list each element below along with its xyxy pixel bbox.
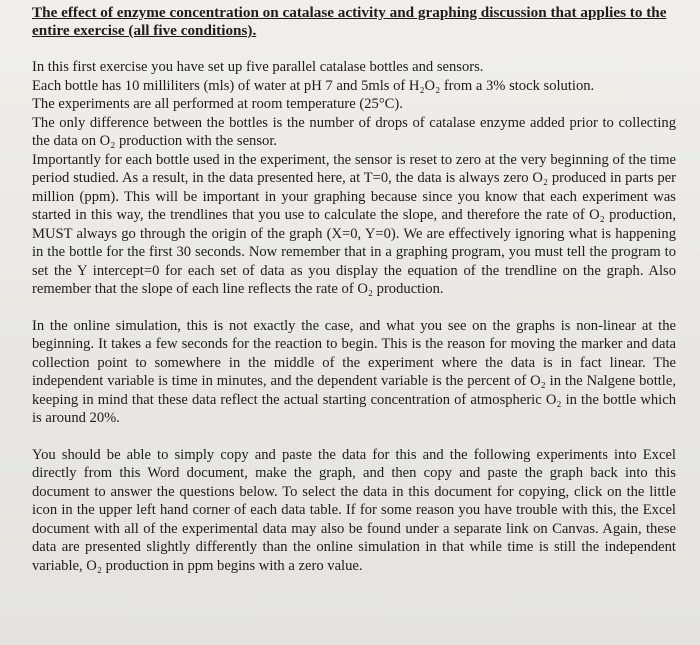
simulation-text: In the online simulation, this is not exactly the case, and what you see on the graphs is non-linear at the beginning. It takes a few seconds for the reaction to begin. This is the reason for moving the marker and data collection point to somewhere in the middle of the experiment where the data is in fact linear. The independent variable is time in minutes, and the dependent variable is the percent of O₂ in the Nalgene bottle, keeping in mind that these data reflect the actual starting concentration of atmospheric O₂ in the bottle which is around 20%. <box>32 317 676 426</box>
paragraph-simulation <box>32 317 676 428</box>
setup-line-1: In this first exercise you have set up five parallel catalase bottles and sensors. <box>32 59 484 75</box>
setup-line-2: Each bottle has 10 milliliters (mls) of water at pH 7 and 5mls of H₂O₂ from a 3% stock solution. <box>32 77 595 94</box>
setup-line-4: The only difference between the bottles is the number of drops of catalase enzyme added prior to collecting the data on O₂ production with the sensor. <box>32 114 676 149</box>
setup-line-5: Importantly for each bottle used in the experiment, the sensor is reset to zero at the very beginning of the time period studied. As a result, in the data presented here, at T=0, the data is always zero O₂ produced in parts per million (ppm). This will be important in your graphing because since you know that each experiment was started in this way, the trendlines that you use to calculate the slope, and therefore the rate of O₂ production, MUST always go through the origin of the graph (X=0, Y=0). We are effectively ignoring what is happening in the bottle for the first 30 seconds. Now remember that in a graphing program, you must tell the program to set the Y intercept=0 for each set of data as you display the equation of the trendline on the graph. Also remember that the slope of each line reflects the rate of O₂ production. <box>32 151 676 297</box>
excel-text: You should be able to simply copy and paste the data for this and the following experiments into Excel directly from this Word document, make the graph, and then copy and paste the graph back into this document to answer the questions below. To select the data in this document for copying, click on the little icon in the upper left hand corner of each data table. If for some reason you have trouble with this, the Excel document with all of the experimental data may also be found under a separate link on Canvas. Again, these data are presented slightly differently than the online simulation in that while time is still the independent variable, O₂ production in ppm begins with a zero value. <box>32 446 676 574</box>
setup-line-3: The experiments are all performed at room temperature (25°C). <box>32 96 403 112</box>
paragraph-setup <box>32 58 676 299</box>
section-heading: The effect of enzyme concentration on catalase activity and graphing discussion that applies to the entire exercise (all five conditions). <box>32 4 667 39</box>
paragraph-excel <box>32 446 676 576</box>
